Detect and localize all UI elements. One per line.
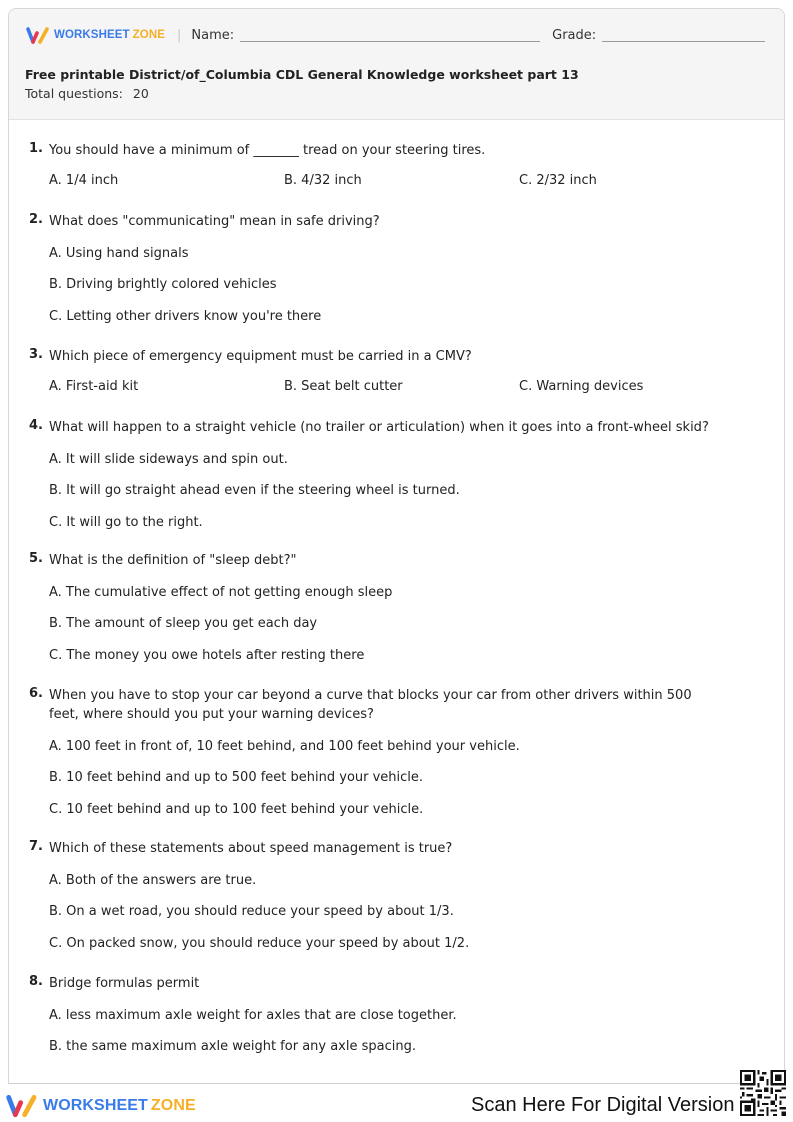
option-c[interactable]: C. 2/32 inch bbox=[519, 173, 597, 188]
option-b[interactable]: B. Driving brightly colored vehicles bbox=[49, 277, 277, 292]
question-2 bbox=[29, 212, 724, 326]
option-c[interactable]: C. Warning devices bbox=[519, 379, 644, 394]
option-b[interactable]: B. Seat belt cutter bbox=[284, 379, 403, 394]
scan-for-digital-version: Scan Here For Digital Version bbox=[471, 1094, 735, 1116]
question-8 bbox=[29, 974, 724, 1056]
question-number: 8. bbox=[29, 974, 43, 989]
question-number: 1. bbox=[29, 141, 43, 156]
question-7 bbox=[29, 839, 724, 953]
question-number: 2. bbox=[29, 212, 43, 227]
brand-logo[interactable] bbox=[26, 27, 165, 44]
header-divider: | bbox=[177, 27, 182, 43]
option-b[interactable]: B. the same maximum axle weight for any axle spacing. bbox=[49, 1039, 416, 1054]
option-a[interactable]: A. The cumulative effect of not getting enough sleep bbox=[49, 585, 393, 600]
option-b[interactable]: B. 10 feet behind and up to 500 feet behind your vehicle. bbox=[49, 770, 424, 785]
brand-word-worksheet: WORKSHEET bbox=[43, 1097, 148, 1114]
option-b[interactable]: B. The amount of sleep you get each day bbox=[49, 616, 318, 631]
question-text: You should have a minimum of _______ tread on your steering tires. bbox=[49, 143, 486, 158]
option-a[interactable]: A. 1/4 inch bbox=[49, 173, 119, 188]
option-a[interactable]: A. First-aid kit bbox=[49, 379, 139, 394]
question-4 bbox=[29, 418, 724, 532]
option-b[interactable]: B. 4/32 inch bbox=[284, 173, 362, 188]
question-text: Bridge formulas permit bbox=[49, 976, 200, 991]
footer-brand-logo[interactable] bbox=[6, 1094, 196, 1118]
question-text: Which of these statements about speed management is true? bbox=[49, 841, 453, 856]
option-a[interactable]: A. Both of the answers are true. bbox=[49, 873, 257, 888]
grade-label: Grade: bbox=[552, 27, 597, 43]
question-text: What does "communicating" mean in safe driving? bbox=[49, 214, 380, 229]
worksheet-zone-logo-icon bbox=[26, 27, 50, 44]
option-a[interactable]: A. It will slide sideways and spin out. bbox=[49, 452, 288, 467]
question-5 bbox=[29, 551, 724, 665]
brand-word-zone: ZONE bbox=[150, 1097, 196, 1114]
question-number: 3. bbox=[29, 347, 43, 362]
question-text: What will happen to a straight vehicle (no trailer or articulation) when it goes into a front-wheel skid? bbox=[49, 420, 709, 435]
option-c[interactable]: C. 10 feet behind and up to 100 feet behind your vehicle. bbox=[49, 802, 424, 817]
total-questions-label: Total questions: bbox=[25, 86, 123, 101]
question-text: When you have to stop your car beyond a curve that blocks your car from other drivers within 500 feet, where should you put your warning devices? bbox=[49, 688, 692, 722]
name-label: Name: bbox=[191, 27, 235, 43]
total-questions bbox=[25, 86, 149, 101]
total-questions-value: 20 bbox=[132, 86, 149, 101]
brand-word-zone: ZONE bbox=[132, 29, 166, 41]
question-number: 5. bbox=[29, 551, 43, 566]
question-number: 7. bbox=[29, 839, 43, 854]
question-number: 6. bbox=[29, 686, 43, 701]
name-field[interactable] bbox=[240, 29, 540, 42]
option-a[interactable]: A. less maximum axle weight for axles that are close together. bbox=[49, 1008, 457, 1023]
question-6 bbox=[29, 686, 724, 819]
worksheet-header bbox=[9, 9, 784, 120]
option-a[interactable]: A. 100 feet in front of, 10 feet behind, and 100 feet behind your vehicle. bbox=[49, 739, 520, 754]
option-a[interactable]: A. Using hand signals bbox=[49, 246, 189, 261]
option-b[interactable]: B. It will go straight ahead even if the steering wheel is turned. bbox=[49, 483, 460, 498]
question-text: What is the definition of "sleep debt?" bbox=[49, 553, 297, 568]
question-number: 4. bbox=[29, 418, 43, 433]
qr-code-icon[interactable] bbox=[740, 1070, 786, 1116]
question-3 bbox=[29, 347, 724, 398]
option-b[interactable]: B. On a wet road, you should reduce your speed by about 1/3. bbox=[49, 904, 454, 919]
option-c[interactable]: C. The money you owe hotels after resting there bbox=[49, 648, 365, 663]
worksheet-page bbox=[8, 8, 785, 1084]
option-c[interactable]: C. On packed snow, you should reduce your speed by about 1/2. bbox=[49, 936, 470, 951]
question-1 bbox=[29, 141, 724, 192]
worksheet-zone-logo-icon bbox=[6, 1094, 38, 1118]
option-c[interactable]: C. It will go to the right. bbox=[49, 515, 203, 530]
option-c[interactable]: C. Letting other drivers know you're there bbox=[49, 309, 322, 324]
grade-field[interactable] bbox=[602, 29, 765, 42]
brand-word-worksheet: WORKSHEET bbox=[54, 29, 130, 41]
question-text: Which piece of emergency equipment must be carried in a CMV? bbox=[49, 349, 472, 364]
worksheet-title: Free printable District/of_Columbia CDL General Knowledge worksheet part 13 bbox=[25, 67, 579, 82]
